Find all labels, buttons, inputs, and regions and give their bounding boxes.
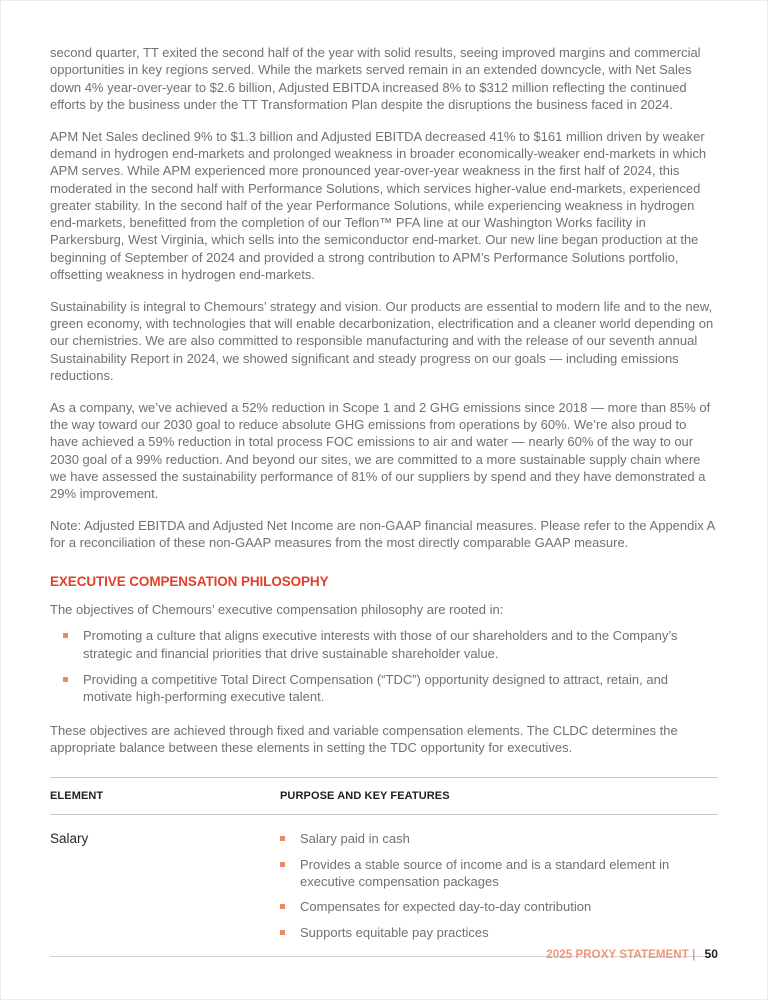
list-item: Providing a competitive Total Direct Compensation (“TDC”) opportunity designed to attract, retain, and motivate high-performing executive talent. (50, 671, 718, 706)
element-cell: Salary (50, 831, 89, 847)
body-paragraph: Sustainability is integral to Chemours’ strategy and vision. Our products are essential to modern life and to the new, green economy, with technologies that will enable decarbonization, electrification and a cleaner world depending on our chemistries. We are also committed to responsible manufacturing and with the release of our seventh annual Sustainability Report in 2024, we showed significant and steady progress on our goals — including emissions reductions. (50, 298, 714, 384)
page-number: 50 (704, 947, 718, 961)
body-paragraph: As a company, we’ve achieved a 52% reduction in Scope 1 and 2 GHG emissions since 2018 — more than 85% of the way toward our 2030 goal to reduce absolute GHG emissions from operations by 60%. We’re also proud to have achieved a 59% reduction in total process FOC emissions to air and water — nearly 60% of the way to our 2030 goal of a 99% reduction. And beyond our sites, we are committed to a more sustainable supply chain where we have assessed the sustainability performance of 81% of our suppliers by spend and they have demonstrated a 29% improvement. (50, 399, 711, 502)
footer-label: 2025 PROXY STATEMENT | (546, 949, 696, 961)
features-list (280, 830, 718, 940)
list-item: Salary paid in cash (280, 830, 718, 847)
section-heading: EXECUTIVE COMPENSATION PHILOSOPHY (50, 573, 329, 589)
table-header-row (50, 777, 718, 815)
column-header-element: ELEMENT (50, 790, 104, 803)
body-paragraph: APM Net Sales declined 9% to $1.3 billion and Adjusted EBITDA decreased 41% to $161 million driven by weaker demand in hydrogen end-markets and prolonged weakness in broader economically-weaker end-markets in which APM serves. While APM experienced more pronounced year-over-year weakness in the first half of 2024, this moderated in the second half with Performance Solutions, which services higher-value end-markets, experienced greater stability. In the second half of the year Performance Solutions, while experiencing weakness in hydrogen end-markets, benefitted from the completion of our Teflon™ PFA line at our Washington Works facility in Parkersburg, West Virginia, which sells into the semiconductor end-market. Our new line began production at the beginning of September of 2024 and provided a strong contribution to APM’s Performance Solutions portfolio, offsetting weakness in hydrogen end-markets. (50, 128, 707, 283)
section-closing: These objectives are achieved through fixed and variable compensation elements. The CLDC determines the appropriate balance between these elements in setting the TDC opportunity for executives. (50, 722, 678, 755)
list-item: Supports equitable pay practices (280, 924, 718, 941)
list-item: Compensates for expected day-to-day contribution (280, 898, 718, 915)
table-row (50, 815, 718, 956)
body-paragraph: second quarter, TT exited the second half of the year with solid results, seeing improved margins and commercial opportunities in key regions served. While the markets served remain in an extended downcycle, with Net Sales down 4% year-over-year to $2.6 billion, Adjusted EBITDA increased 8% to $312 million reflecting the continued efforts by the business under the TT Transformation Plan despite the disruptions the business faced in 2024. (50, 45, 701, 112)
list-item: Provides a stable source of income and is a standard element in executive compensation packages (280, 856, 718, 891)
page-body (50, 44, 718, 957)
column-header-purpose: PURPOSE AND KEY FEATURES (280, 790, 450, 803)
objectives-list (50, 627, 718, 705)
features-cell (280, 830, 718, 942)
section-intro: The objectives of Chemours’ executive compensation philosophy are rooted in: (50, 602, 504, 618)
note-paragraph: Note: Adjusted EBITDA and Adjusted Net Income are non-GAAP financial measures. Please refer to the Appendix A for a reconciliation of these non-GAAP measures from the most directly comparable GAAP measure. (50, 518, 715, 551)
compensation-table (50, 777, 718, 957)
page-footer (546, 947, 718, 961)
list-item: Promoting a culture that aligns executive interests with those of our shareholders and to the Company’s strategic and financial priorities that drive sustainable shareholder value. (50, 627, 718, 662)
